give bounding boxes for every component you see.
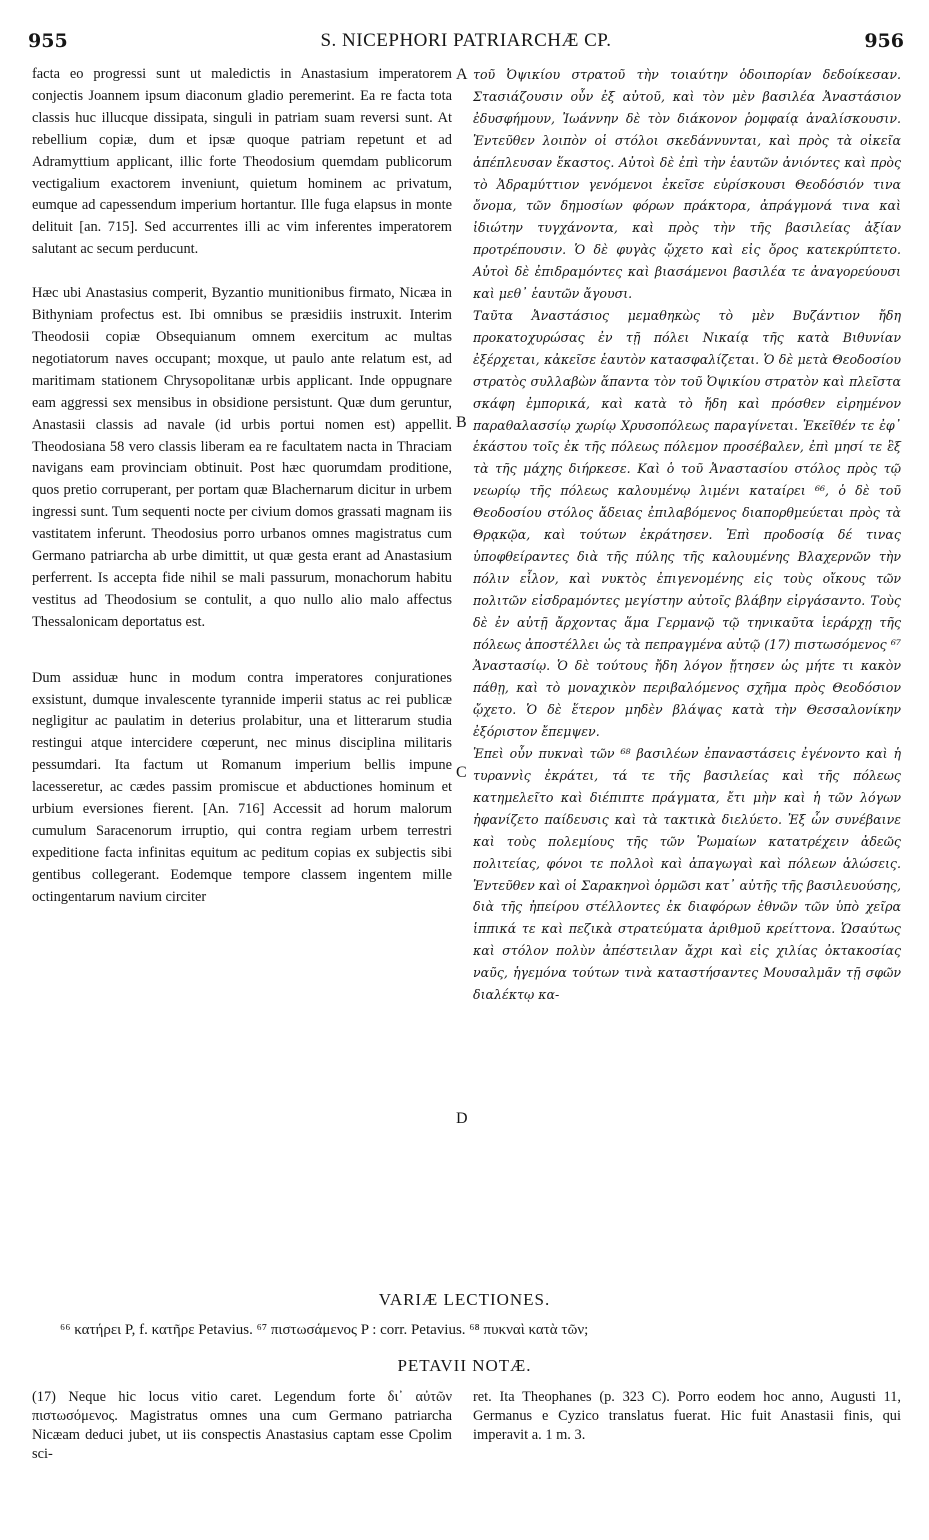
greek-paragraph-2: Ταῦτα Ἀναστάσιος μεμαθηκὼς τὸ μὲν Βυζάντιον ἤδη προκατοχυρώσας ἐν τῇ πόλει Νικαίᾳ τῆς κατὰ Βιθυνίαν ἐξέρχεται, κἀκεῖσε ἑαυτὸν κατασφαλίζεται. Ὁ δὲ μετὰ Θεοδοσίου στρατὸς συλλαβὼν ἅπαντα τὸν τοῦ Ὀψικίου στρατὸν καὶ πλεῖστα σκάφη ἐμπορικά, καὶ κατὰ τὸ ἤδη καὶ πρόσθεν εἰρημένον παραθαλασσίῳ χωρίῳ Χρυσοπόλεως παραγίνεται. Ἐκεῖθέν τε ἐφ᾿ ἑκάστου τοῖς ἐκ τῆς πόλεως πόλεμον προσέβαλεν, ἐπὶ μησί τε ἓξ τὰ τῆς μάχης διήρκεσε. Καὶ ὁ τοῦ Ἀναστασίου στόλος πρὸς τῷ νεωρίῳ τῆς πόλεως καλουμένῳ λιμένι καταίρει ⁶⁶, ὁ δὲ τοῦ Θεοδοσίου στόλος ἄδειας ἐπιλαβόμενος διαπορθμεύεται πρὸς τὰ Θρᾳκῷα, καὶ τούτων ἐκράτησεν. Ἐπὶ προδοσίᾳ δέ τινας ὑποφθείραντες διὰ τῆς πύλης τῆς καλουμένης Βλαχερνῶν τὴν πόλιν εἷλον, καὶ νυκτὸς ἐπιγενομένης εἰς τοὺς οἴκους τῶν πολιτῶν εἰσδραμόντες μεγίστην αὐτοῖς βλάβην εἰργάσαντο. Τοὺς δὲ ἐν αὐτῇ ἄρχοντας ἅμα Γερμανῷ τῷ τηνικαῦτα ἱεράρχῃ τῆς πόλεως ἀποστέλλει ὡς τὰ πεπραγμένα αὐτῷ (17) πιστωσόμενος ⁶⁷ Ἀναστασίῳ. Ὁ δὲ τούτους ἤδη λόγον ᾔτησεν ὡς μήτε τι κακὸν πάθῃ, καὶ τὸ μοναχικὸν περιβαλόμενος σχῆμα πρὸς Θεοδόσιον ᾤχετο. Ὁ δὲ ἕτερον μηδὲν βλάψας κατὰ τὴν Θεσσαλονίκην ἐξόριστον ἔπεμψεν. bbox=[473, 307, 901, 740]
petavii-notae-title: PETAVII NOTÆ. bbox=[397, 1356, 532, 1375]
variae-lectiones-text: ⁶⁶ κατήρει P, f. κατῆρε Petavius. ⁶⁷ πιστωσάμενος P : corr. Petavius. ⁶⁸ πυκναὶ κατὰ τῶν; bbox=[60, 1322, 589, 1338]
petavii-note-right: ret. Ita Theophanes (p. 323 C). Porro eodem hoc anno, Augusti 11, Germanus e Cyzico translatus fuerat. Hic fuit Anastasii finis, qui imperavit a. 1 m. 3. bbox=[473, 1389, 901, 1443]
latin-paragraph-3: Dum assiduæ hunc in modum contra imperatores conjurationes exsistunt, dumque invalescente tyrannide imperii status ac rei publicæ negligitur ac paulatim in deterius prolabitur, una et litterarum studia restingui atque intercidere cœperunt, nec minus disciplina militaris pessumdari. Ita factum ut Romanum imperium bellis impune lacesseretur, ac cædes passim promiscue et abductiones hominum et urbium eversiones fierent. [An. 716] Accessit ad horum malorum cumulum Saracenorum irruptio, qui contra regiam urbem terrestri expeditione facta infinitas equitum ac peditum copias ex subjectis sibi gentibus collegerant. Eodemque tempore classem ingentem mille octingentarum navium circiter bbox=[32, 669, 452, 905]
variae-lectiones-title: VARIÆ LECTIONES. bbox=[378, 1290, 551, 1309]
greek-paragraph-1: τοῦ Ὀψικίου στρατοῦ τὴν τοιαύτην ὁδοιπορίαν δεδοίκεσαν. Στασιάζουσιν οὖν ἐξ αὐτοῦ, καὶ τὸν μὲν βασιλέα Ἀναστάσιον ἐδυσφήμουν, Ἰωάννην δὲ τὸν διάκονον ῥομφαίᾳ ἀναλίσκουσιν. Ἐντεῦθεν λοιπὸν οἱ στόλοι σκεδάννυνται, καὶ πρὸς τὰ οἰκεῖα ἀπέπλευσαν ἕκαστος. Αὐτοὶ δὲ ἐπὶ τὴν ἑαυτῶν ἀνιόντες καὶ πρὸς τὸ Ἀδραμύττιον γενόμενοι ἐκεῖσε εὑρίσκουσι Θεοδόσιόν τινα ὄνομα, τῶν δημοσίων φόρων πράκτορα, ἀπράγμονά τινα καὶ ἰδιώτην τυγχάνοντα, καὶ πρὸς τὴν τῆς βασιλείας ἀξίαν προτρέπουσιν. Ὁ δὲ φυγὰς ᾤχετο καὶ εἰς ὄρος κατεκρύπτετο. Αὐτοὶ δὲ ἐπιδραμόντες καὶ βιασάμενοι βασιλέα τε ἀναγορεύουσι καὶ μεθ᾿ ἑαυτῶν ἄγουσι. bbox=[473, 67, 901, 302]
running-header bbox=[28, 30, 904, 64]
page-number-right: 956 bbox=[864, 30, 904, 52]
latin-paragraph-1: facta eo progressi sunt ut maledictis in Anastasium imperatorem conjectis Joannem ipsum diaconum gladio peremerint. Ea re facta tota classis huc illucque dissipata, singuli in patriam suam reversi sunt. At rebellium copiæ, dum et ipsæ quoque patriam repetunt et ad Adramyttium applicant, illic forte Theodosium quemdam publicorum vectigalium exactorem inveniunt, quietum hominem ac privatum, eumque ad capessendum imperium hortantur. Ille fuga elapsus in monte delituit [an. 715]. Sed accurrentes illi ac vim inferentes imperatorem salutant ac secum perducunt. bbox=[32, 66, 452, 258]
margin-marker-c: C bbox=[456, 764, 467, 781]
margin-marker-a: A bbox=[456, 66, 468, 83]
latin-paragraph-2: Hæc ubi Anastasius comperit, Byzantio munitionibus firmato, Nicæa in Bithyniam profectus est. Ibi omnibus se præsidiis instruxit. Interim Theodosii copiæ Obsequianum omnem exercitum ac multas negotiatorum naves occupant; moxque, ut paulo ante relatum est, ad maritimam stationem Chrysopolitanæ urbis applicant. Inde oppugnare eam aggressi sex mensibus in obsidione persistunt. Quæ dum geruntur, Anastasii classis ad navale (id urbis portui nomen est) appellit. Theodosiana 58 vero classis liberam ea re facultatem nacta in Thraciam navigans eam provinciam obtinuit. Post hæc quorumdam proditione, quos pretio corruperant, per portam quæ Blachernarum dicitur in urbem ingressi sunt. Tum sequenti nocte per civium domos grassati magnam iis vastitatem inferunt. Theodosius porro urbanos omnes magistratus cum Germano patriarcha ab urbe dimittit, ut quæ gesta erant ad Anastasium perferrent. Is accepta fide nihil se mali passurum, monachorum habitu vestitus ad Theodosium se contulit, a quo nullo alio malo affectus Thessalonicam deportatus est. bbox=[32, 285, 452, 630]
margin-marker-b: B bbox=[456, 414, 467, 431]
page-number-left: 955 bbox=[28, 30, 68, 52]
petavii-note-left: (17) Neque hic locus vitio caret. Legendum forte δι᾿ αὐτῶν πιστωσόμενος. Magistratus omnes una cum Germano patriarcha Nicæam deduci jubet, ut iis conspectis Anastasius captam esse Cpolim sci- bbox=[32, 1389, 452, 1462]
greek-column bbox=[473, 64, 901, 1006]
greek-paragraph-3: Ἐπεὶ οὖν πυκναὶ τῶν ⁶⁸ βασιλέων ἐπαναστάσεις ἐγένοντο καὶ ἡ τυραννὶς ἐκράτει, τά τε τῆς βασιλείας καὶ τῆς πόλεως κατημελεῖτο καὶ διέπιπτε πράγματα, ἔτι μὴν καὶ ἡ τῶν λόγων ἠφανίζετο παίδευσις καὶ τὰ τακτικὰ διελύετο. Ἐξ ὧν συνέβαινε καὶ τοὺς πολεμίους τῆς τῶν Ῥωμαίων κατατρέχειν ἀδεῶς πολιτείας, φόνοι τε πολλοὶ καὶ ἀπαγωγαὶ καὶ πόλεων ἁλώσεις. Ἐντεῦθεν καὶ οἱ Σαρακηνοὶ ὁρμῶσι κατ᾿ αὐτῆς τῆς βασιλευούσης, διὰ τῆς ἠπείρου στέλλοντες ἐκ διαφόρων ἐθνῶν τῶν ὑπὸ χεῖρα ἱππικά τε καὶ πεζικὰ στρατεύματα ἀριθμοῦ κρείττονα. Ὡσαύτως καὶ στόλον πολὺν ἀπέστειλαν ἄχρι καὶ εἰς χιλίας ὀκτακοσίας ναῦς, ἡγεμόνα τούτων τινὰ καταστήσαντες Μουσαλμᾶν τῇ σφῶν διαλέκτῳ κα- bbox=[473, 746, 901, 1003]
margin-marker-d: D bbox=[456, 1110, 468, 1127]
running-title: S. NICEPHORI PATRIARCHÆ CP. bbox=[320, 30, 612, 51]
latin-column bbox=[32, 64, 452, 909]
